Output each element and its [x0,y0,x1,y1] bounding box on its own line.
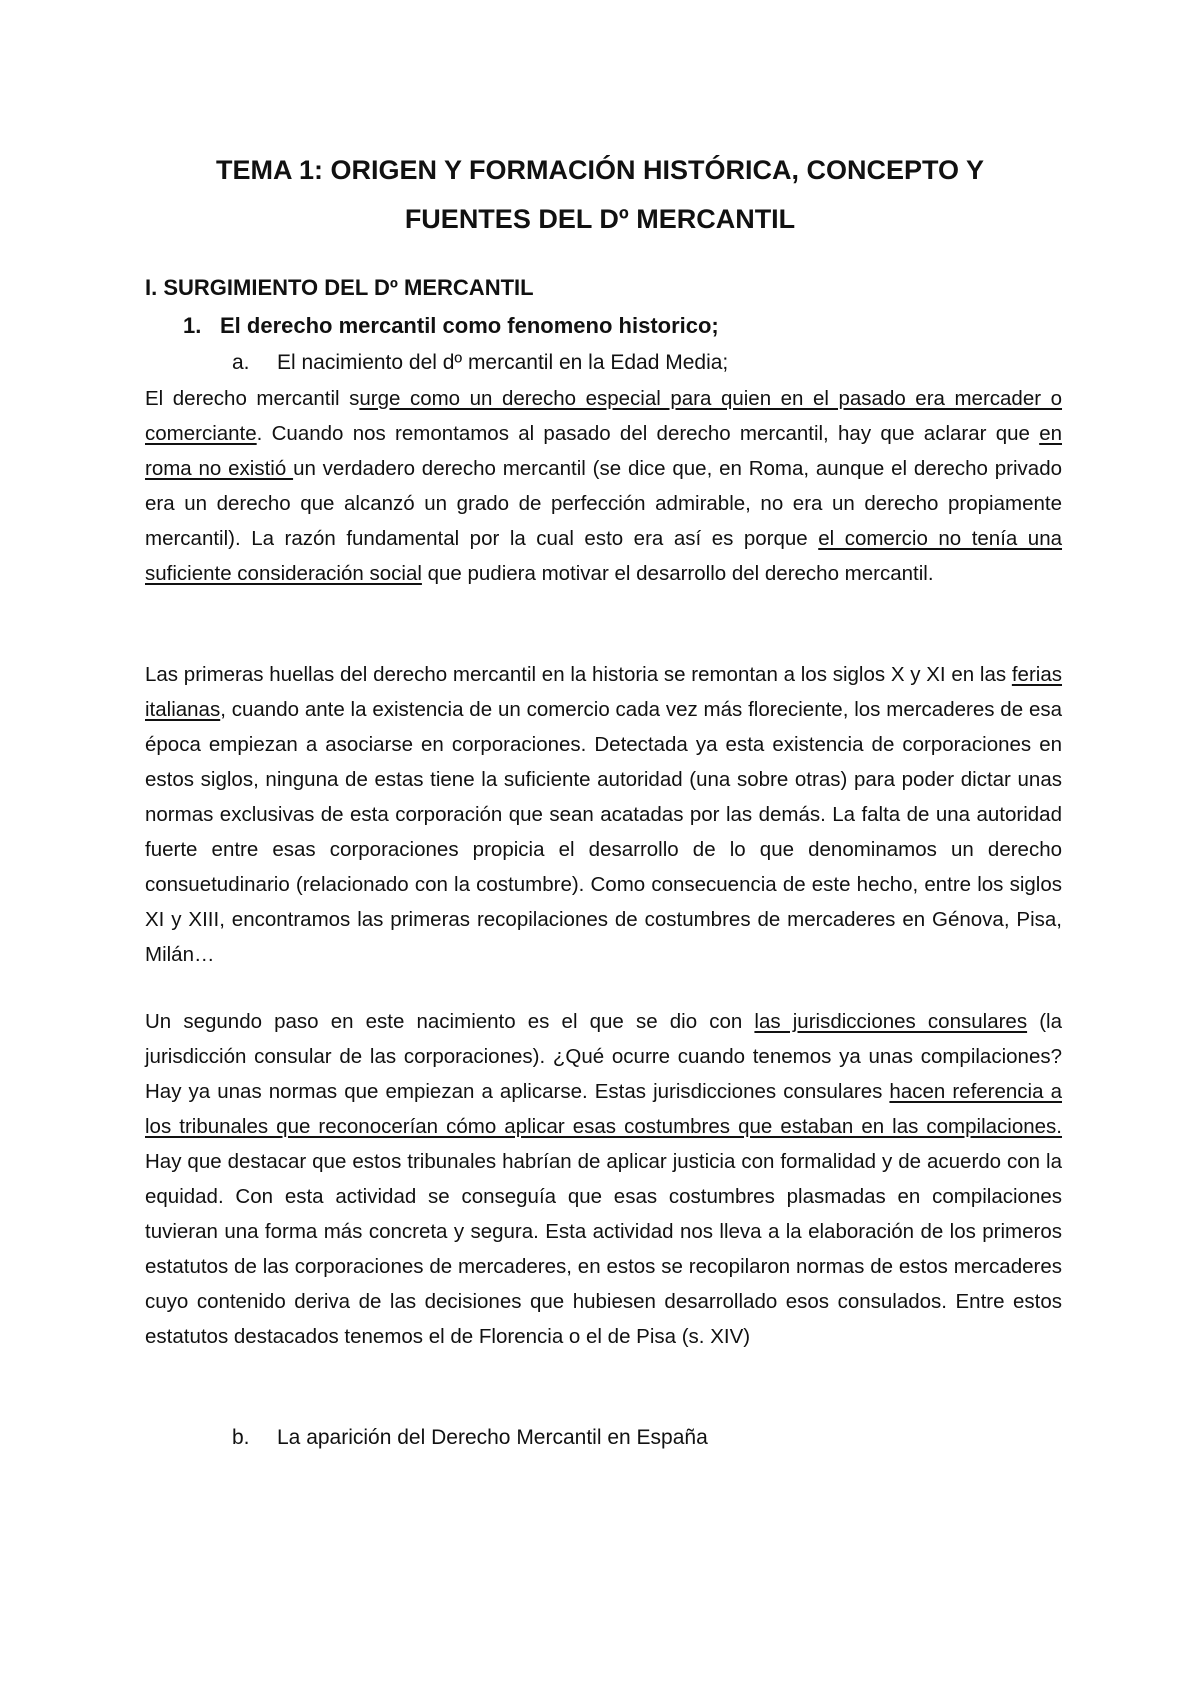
list-item-a-text: El nacimiento del dº mercantil en la Edad Media; [277,351,729,374]
paragraph-1 [145,381,1062,591]
list-item-b-text: La aparición del Derecho Mercantil en España [277,1426,708,1449]
subsection-heading [183,313,719,339]
p2-underlined-1: ferias italianas [145,663,1062,721]
subsection-number: 1. [183,313,202,338]
list-item-a [232,351,728,375]
list-item-b [232,1426,708,1450]
p1-underlined-2: en roma no existió [145,422,1062,480]
list-item-a-letter: a. [232,351,250,374]
p1-text-2: . Cuando nos remontamos al pasado del derecho mercantil, hay que aclarar que [256,422,1040,445]
p1-underlined-3: el comercio no tenía una suficiente consideración social [145,527,1063,585]
p1-text-3: un verdadero derecho mercantil (se dice que, en Roma, aunque el derecho privado era un derecho que alcanzó un grado de perfección admirable, no era un derecho propiamente mercantil). La razón fundamental por la cual esto era así es porque [145,457,1062,550]
p3-underlined-2: hacen referencia a los tribunales que reconocerían cómo aplicar esas costumbres que estaban en las compilaciones. [145,1080,1062,1138]
document-title-line-1: TEMA 1: ORIGEN Y FORMACIÓN HISTÓRICA, CONCEPTO Y [215,155,985,185]
document-title-line-2: FUENTES DEL Dº MERCANTIL [404,204,796,234]
p3-text-3: Hay que destacar que estos tribunales habrían de aplicar justicia con formalidad y de acuerdo con la equidad. Con esta actividad se conseguía que esas costumbres plasmadas en compilaciones tuvieran una forma más concreta y segura. Esta actividad nos lleva a la elaboración de los primeros estatutos de las corporaciones de mercaderes, en estos se recopilaron normas de estos mercaderes cuyo contenido deriva de las decisiones que hubiesen desarrollado esos consulados. Entre estos estatutos destacados tenemos el de Florencia o el de Pisa (s. XIV) [145,1150,1062,1348]
subsection-title: El derecho mercantil como fenomeno historico; [220,313,719,338]
p1-text-4: que pudiera motivar el desarrollo del derecho mercantil. [421,562,934,585]
p2-text-1: Las primeras huellas del derecho mercantil en la historia se remontan a los siglos X y XI en las [145,663,1012,686]
p3-text-1: Un segundo paso en este nacimiento es el que se dio con [145,1010,755,1033]
list-item-b-letter: b. [232,1426,250,1449]
p3-underlined-1: las jurisdicciones consulares [754,1010,1028,1033]
p1-text-1: El derecho mercantil s [145,387,360,410]
paragraph-2 [145,657,1062,972]
p3-text-2: (la jurisdicción consular de las corporaciones). ¿Qué ocurre cuando tenemos ya unas compilaciones? Hay ya unas normas que empiezan a aplicarse. Estas jurisdicciones consulares [145,1010,1062,1103]
paragraph-3 [145,1004,1062,1354]
p2-text-2: , cuando ante la existencia de un comercio cada vez más floreciente, los mercaderes de esa época empiezan a asociarse en corporaciones. Detectada ya esta existencia de corporaciones en estos siglos, ninguna de estas tiene la suficiente autoridad (una sobre otras) para poder dictar unas normas exclusivas de esta corporación que sean acatadas por las demás. La falta de una autoridad fuerte entre esas corporaciones propicia el desarrollo de lo que denominamos un derecho consuetudinario (relacionado con la costumbre). Como consecuencia de este hecho, entre los siglos XI y XIII, encontramos las primeras recopilaciones de costumbres de mercaderes en Génova, Pisa, Milán… [145,698,1062,966]
section-heading: I. SURGIMIENTO DEL Dº MERCANTIL [145,275,534,300]
p1-underlined-1: urge como un derecho especial para quien en el pasado era mercader o comerciante [145,387,1063,445]
